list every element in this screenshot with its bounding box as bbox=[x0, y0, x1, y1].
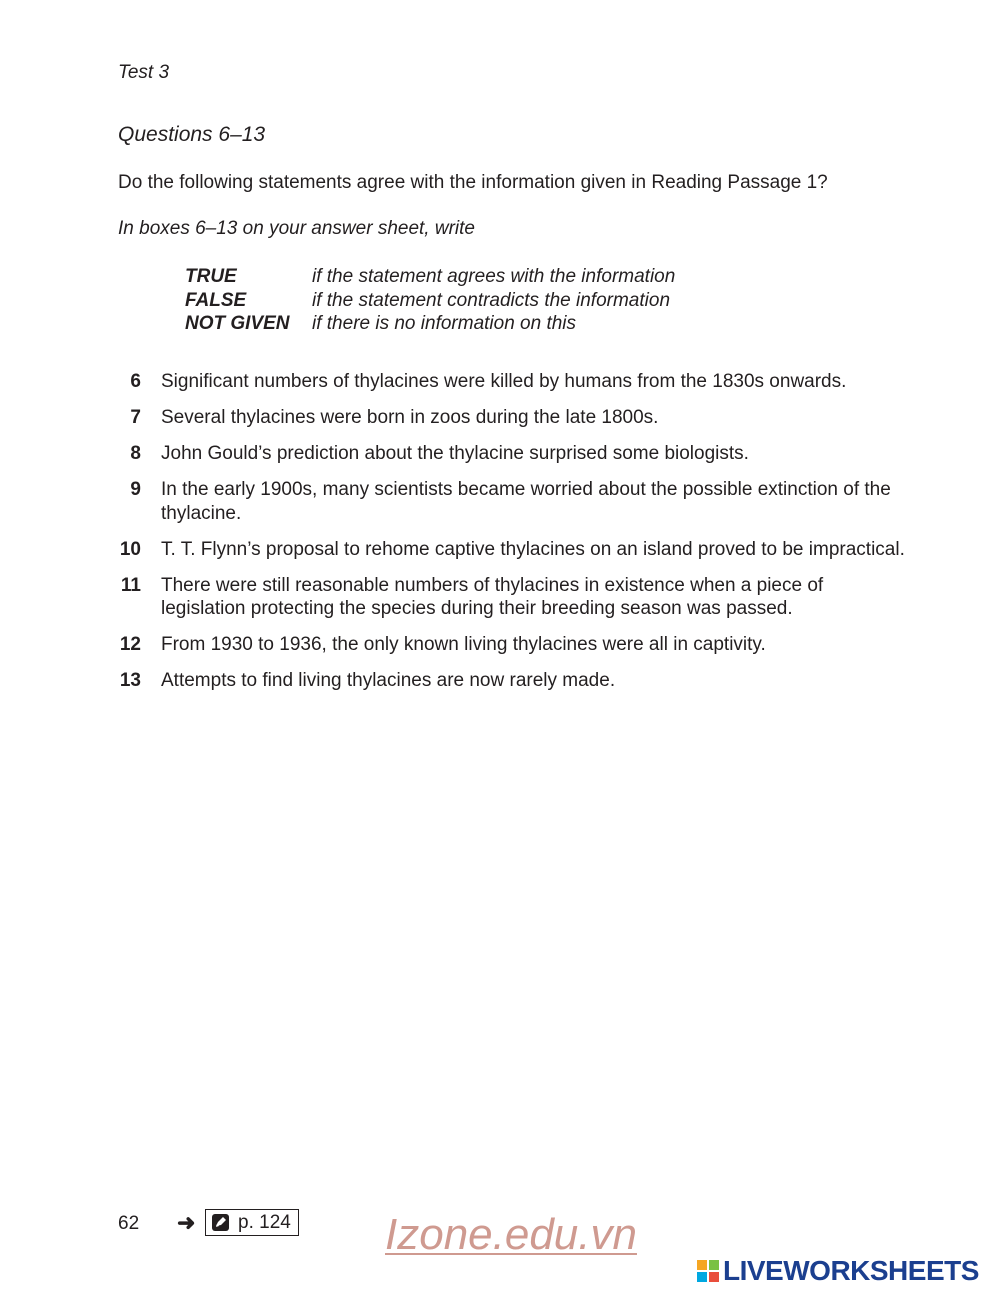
legend-row-false bbox=[185, 289, 675, 313]
statement-number: 7 bbox=[130, 407, 141, 428]
statement-item bbox=[115, 669, 905, 693]
answer-reference-page: p. 124 bbox=[238, 1211, 291, 1233]
watermark-text: Izone.edu.vn bbox=[385, 1210, 637, 1259]
statement-number: 8 bbox=[130, 443, 141, 464]
statement-item bbox=[115, 633, 905, 657]
legend-meaning: if the statement agrees with the information bbox=[312, 266, 676, 287]
statement-text: Several thylacines were born in zoos during the late 1800s. bbox=[161, 407, 659, 428]
answer-key-icon bbox=[212, 1214, 229, 1231]
page-number: 62 bbox=[118, 1213, 140, 1234]
statement-text: In the early 1900s, many scientists became worried about the possible extinction of the thylacine. bbox=[161, 479, 891, 524]
statement-text: T. T. Flynn’s proposal to rehome captive thylacines on an island proved to be impractical. bbox=[161, 538, 905, 560]
statement-number: 12 bbox=[119, 634, 141, 655]
legend-meaning: if there is no information on this bbox=[312, 313, 577, 334]
answer-key-legend bbox=[185, 265, 675, 336]
statement-number: 10 bbox=[119, 538, 141, 560]
liveworksheets-logo-icon bbox=[697, 1260, 720, 1283]
statement-item bbox=[115, 406, 905, 430]
statement-list bbox=[115, 370, 905, 705]
liveworksheets-logo bbox=[697, 1255, 979, 1287]
legend-term: FALSE bbox=[185, 289, 247, 311]
statement-text: There were still reasonable numbers of thylacines in existence when a piece of legislation protecting the species during their breeding season was passed. bbox=[161, 574, 824, 619]
questions-heading: Questions 6–13 bbox=[118, 123, 266, 146]
statement-number: 9 bbox=[130, 479, 141, 500]
statement-text: Attempts to find living thylacines are now rarely made. bbox=[161, 670, 616, 691]
instruction-text: Do the following statements agree with the information given in Reading Passage 1? bbox=[118, 172, 828, 193]
statement-number: 11 bbox=[120, 574, 141, 596]
statement-item bbox=[115, 370, 905, 394]
statement-item bbox=[115, 442, 905, 466]
statement-item bbox=[115, 574, 905, 621]
statement-number: 13 bbox=[119, 670, 141, 691]
running-head: Test 3 bbox=[118, 62, 170, 83]
statement-text: Significant numbers of thylacines were killed by humans from the 1830s onwards. bbox=[161, 371, 847, 392]
legend-row-true bbox=[185, 265, 675, 289]
right-arrow-icon: ➜ bbox=[177, 1210, 196, 1235]
statement-item bbox=[115, 478, 905, 525]
liveworksheets-brand-text: LIVEWORKSHEETS bbox=[723, 1255, 979, 1286]
statement-text: From 1930 to 1936, the only known living thylacines were all in captivity. bbox=[161, 634, 766, 655]
statement-item bbox=[115, 538, 905, 562]
answer-reference-box bbox=[205, 1209, 299, 1236]
legend-row-not-given bbox=[185, 312, 675, 336]
legend-meaning: if the statement contradicts the information bbox=[312, 289, 671, 311]
answer-sheet-instruction: In boxes 6–13 on your answer sheet, write bbox=[118, 218, 475, 239]
legend-term: TRUE bbox=[185, 266, 237, 287]
legend-term: NOT GIVEN bbox=[185, 313, 290, 334]
statement-text: John Gould’s prediction about the thylacine surprised some biologists. bbox=[161, 443, 749, 464]
statement-number: 6 bbox=[130, 371, 141, 392]
